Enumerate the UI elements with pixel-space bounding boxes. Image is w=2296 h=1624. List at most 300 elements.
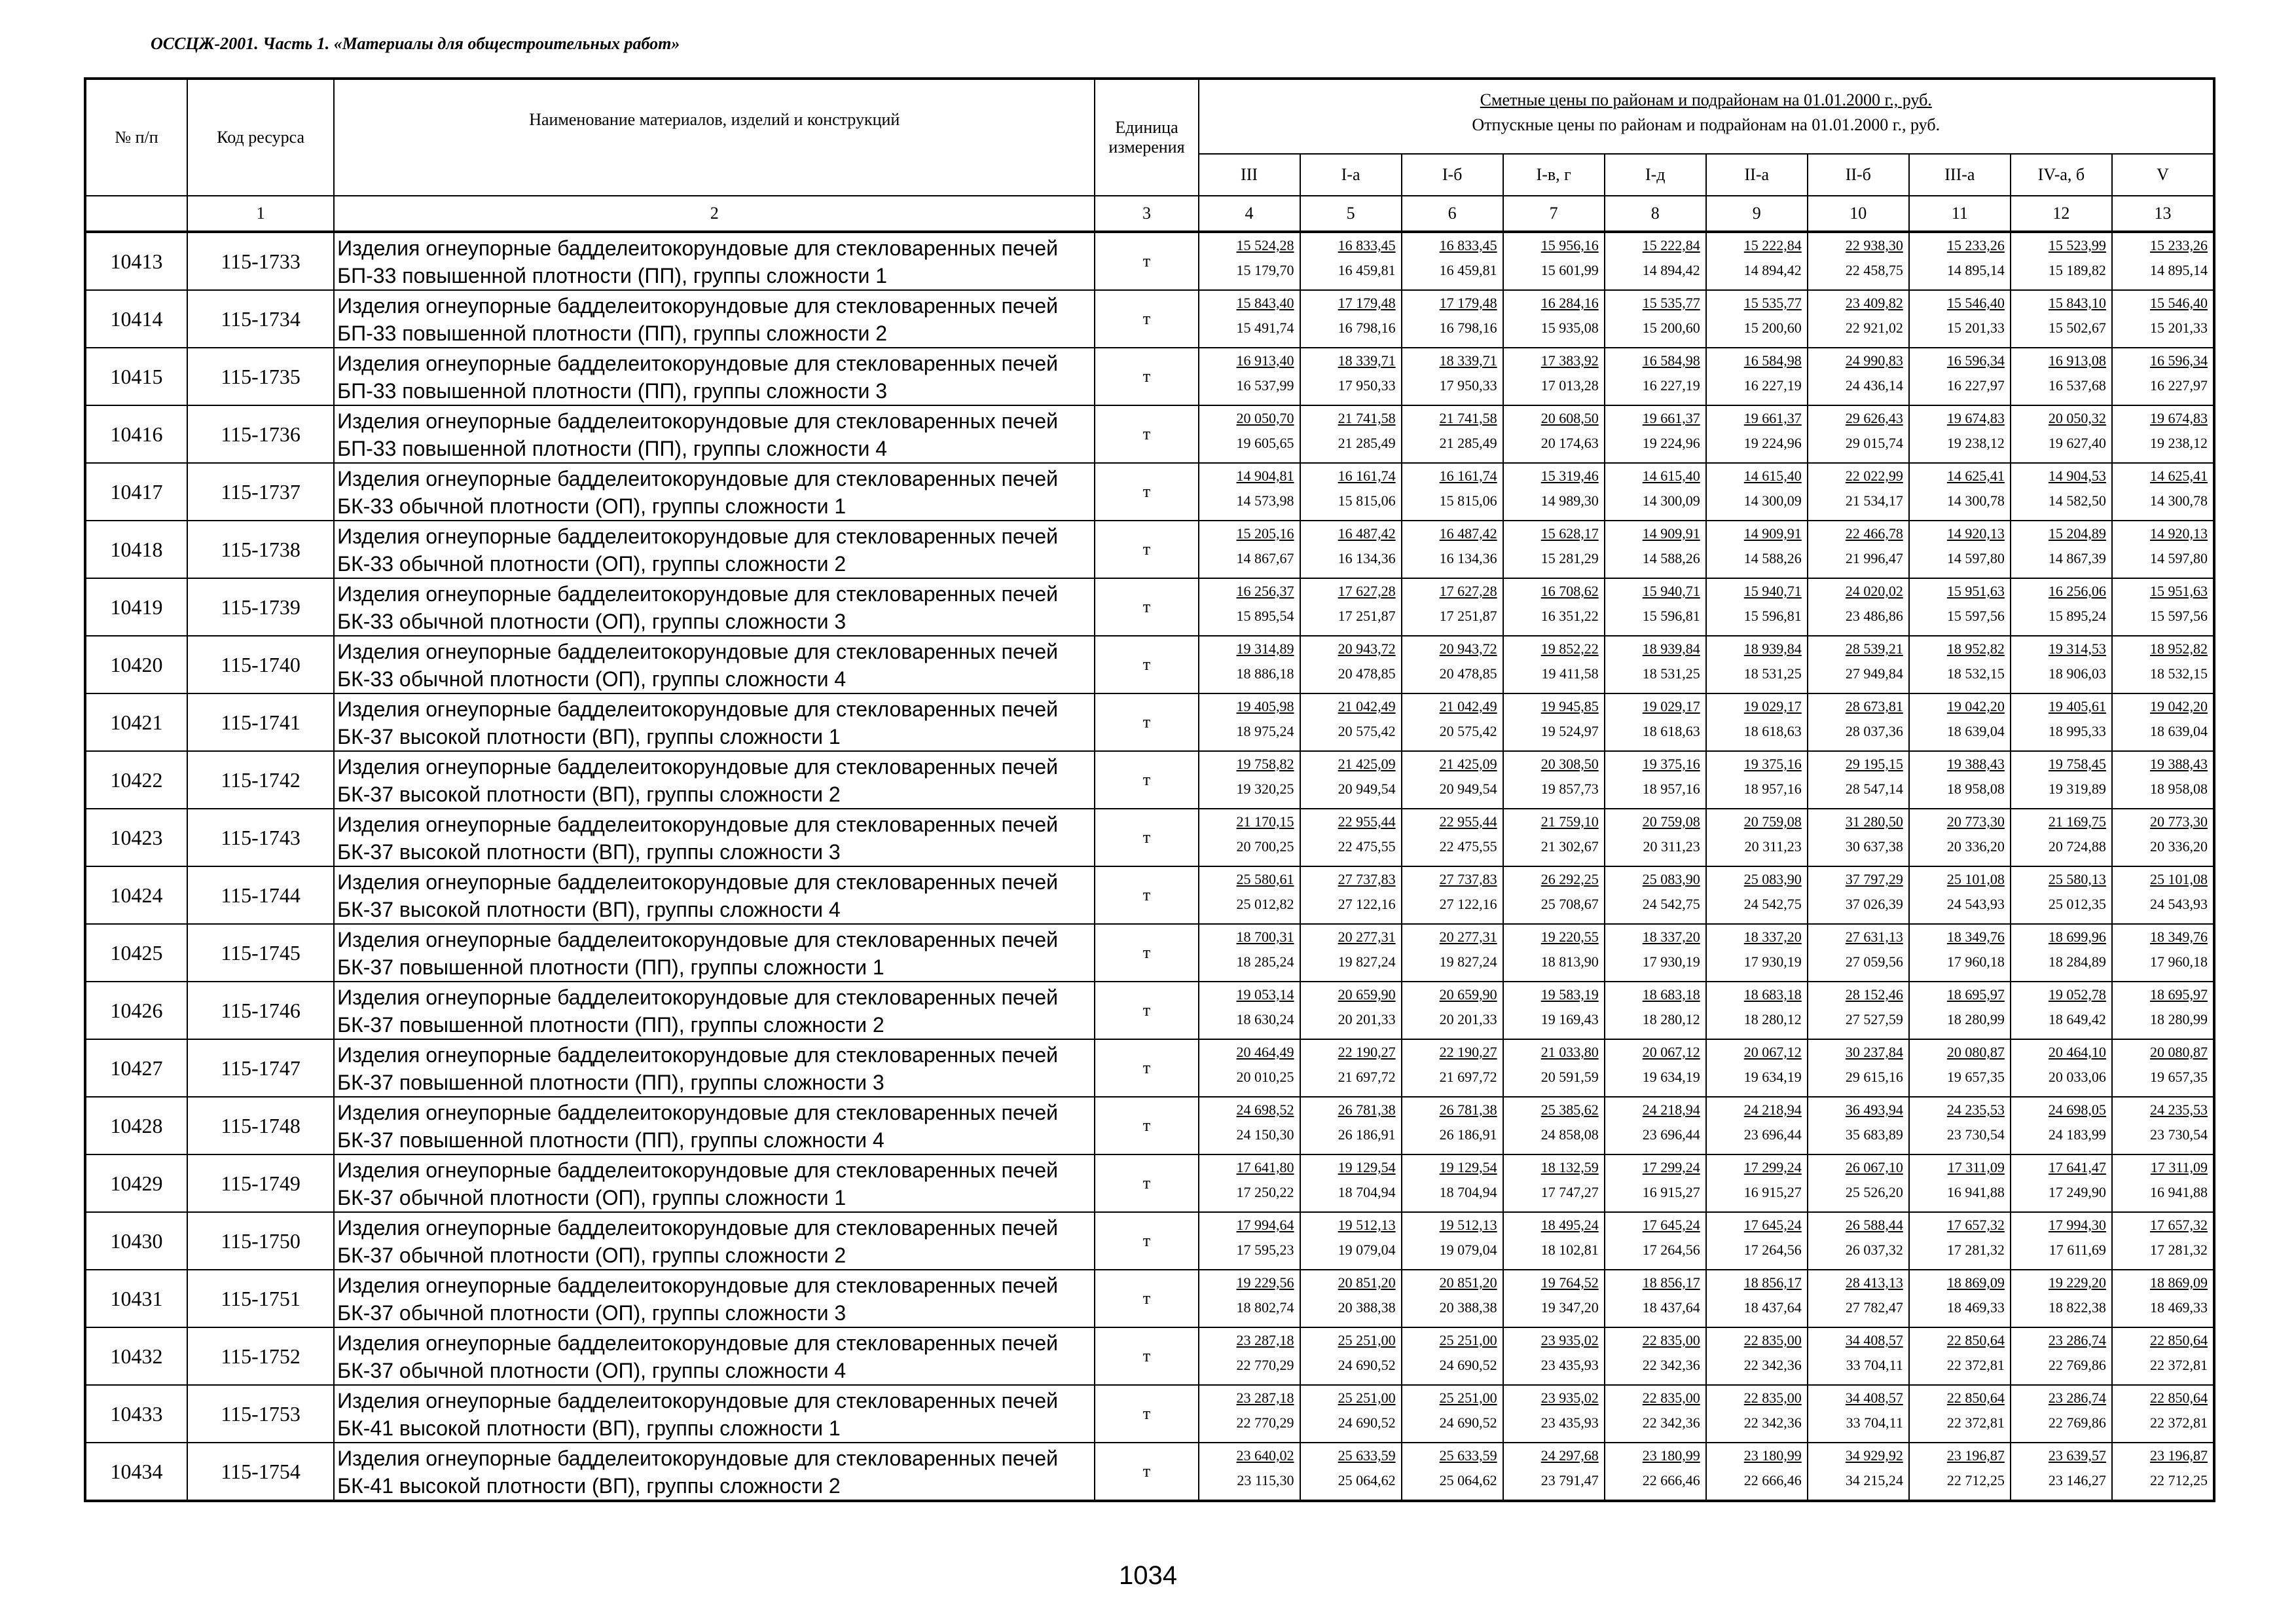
estimated-price: 23 286,74 <box>2048 1332 2106 1348</box>
release-price: 18 957,16 <box>1743 781 1802 797</box>
release-price: 24 690,52 <box>1439 1357 1497 1373</box>
price-cell <box>1706 578 1808 636</box>
price-cell <box>1605 924 1706 982</box>
estimated-price: 16 913,08 <box>2048 352 2106 369</box>
price-cell <box>1808 1443 1909 1501</box>
price-cell <box>1300 232 1402 290</box>
price-cell <box>2112 924 2214 982</box>
unit-of-measure: т <box>1095 1327 1198 1385</box>
table-row <box>85 463 2214 521</box>
price-cell <box>2011 232 2112 290</box>
estimated-price: 25 633,59 <box>1338 1447 1396 1464</box>
release-price: 18 906,03 <box>2048 665 2106 682</box>
price-cell <box>1199 1212 1300 1270</box>
material-name: Изделия огнеупорные бадделеитокорундовые для стекловаренных печей БК-37 повышенной плотности (ПП), группы сложности 3 <box>334 1039 1095 1097</box>
estimated-price: 15 951,63 <box>1946 583 2005 599</box>
price-cell <box>2011 1443 2112 1501</box>
estimated-price: 22 850,64 <box>1946 1390 2005 1406</box>
release-price: 25 012,82 <box>1236 896 1294 912</box>
price-cell <box>1402 866 1503 924</box>
release-price: 23 696,44 <box>1743 1126 1802 1143</box>
release-price: 15 597,56 <box>2150 608 2208 624</box>
release-price: 22 921,02 <box>1845 320 1903 336</box>
release-price: 33 704,11 <box>1846 1414 1903 1431</box>
row-number: 10427 <box>85 1039 187 1097</box>
price-cell <box>1503 1385 1605 1443</box>
estimated-price: 17 311,09 <box>1947 1159 2005 1175</box>
estimated-price: 20 943,72 <box>1439 640 1497 657</box>
release-price: 17 930,19 <box>1642 953 1700 970</box>
release-price: 20 174,63 <box>1540 435 1599 451</box>
estimated-price: 19 129,54 <box>1439 1159 1497 1175</box>
row-number: 10433 <box>85 1385 187 1443</box>
estimated-price: 23 180,99 <box>1743 1447 1802 1464</box>
release-price: 24 690,52 <box>1338 1357 1396 1373</box>
price-cell <box>1503 521 1605 578</box>
column-number: 6 <box>1402 196 1503 232</box>
release-price: 16 459,81 <box>1439 262 1497 278</box>
release-price: 28 037,36 <box>1845 723 1903 739</box>
price-cell <box>1503 1212 1605 1270</box>
price-cell <box>1503 232 1605 290</box>
price-cell <box>1808 1039 1909 1097</box>
price-cell <box>1605 1212 1706 1270</box>
estimated-price: 17 299,24 <box>1743 1159 1802 1175</box>
price-cell <box>1503 1154 1605 1212</box>
estimated-price: 18 869,09 <box>2150 1274 2208 1291</box>
estimated-price: 15 628,17 <box>1540 525 1599 542</box>
estimated-price: 28 673,81 <box>1845 698 1903 714</box>
table-row <box>85 232 2214 290</box>
release-price: 19 347,20 <box>1540 1299 1599 1316</box>
price-cell <box>1605 463 1706 521</box>
region-header: V <box>2112 154 2214 196</box>
estimated-price: 19 405,61 <box>2048 698 2106 714</box>
table-row <box>85 405 2214 463</box>
price-cell <box>1199 232 1300 290</box>
price-cell <box>1909 751 2011 809</box>
estimated-price: 19 053,14 <box>1236 986 1294 1003</box>
region-header: I-а <box>1300 154 1402 196</box>
table-row <box>85 348 2214 405</box>
release-price: 22 475,55 <box>1439 838 1497 855</box>
release-price: 20 478,85 <box>1439 665 1497 682</box>
price-cell <box>1300 1039 1402 1097</box>
unit-of-measure: т <box>1095 924 1198 982</box>
estimated-price: 18 856,17 <box>1642 1274 1700 1291</box>
release-price: 37 026,39 <box>1845 896 1903 912</box>
price-cell <box>1300 578 1402 636</box>
price-cell <box>1199 1154 1300 1212</box>
price-cell <box>1402 924 1503 982</box>
price-cell <box>1402 751 1503 809</box>
unit-of-measure: т <box>1095 405 1198 463</box>
row-number: 10422 <box>85 751 187 809</box>
release-price: 14 894,42 <box>1642 262 1700 278</box>
release-price: 17 950,33 <box>1338 377 1396 394</box>
price-cell <box>1909 578 2011 636</box>
price-cell <box>2011 636 2112 693</box>
price-cell <box>2011 348 2112 405</box>
release-price: 18 958,08 <box>2150 781 2208 797</box>
resource-code: 115-1735 <box>187 348 334 405</box>
release-price: 25 012,35 <box>2048 896 2106 912</box>
price-cell <box>1706 290 1808 348</box>
estimated-price: 18 683,18 <box>1642 986 1700 1003</box>
release-price: 19 634,19 <box>1642 1069 1700 1085</box>
header-release-prices: Отпускные цены по районам и подрайонам на 01.01.2000 г., руб. <box>1472 115 1941 134</box>
release-price: 22 712,25 <box>1946 1472 2005 1488</box>
resource-code: 115-1734 <box>187 290 334 348</box>
estimated-price: 26 781,38 <box>1338 1101 1396 1118</box>
release-price: 15 596,81 <box>1642 608 1700 624</box>
release-price: 14 300,09 <box>1642 492 1700 509</box>
price-cell <box>1300 521 1402 578</box>
material-name: Изделия огнеупорные бадделеитокорундовые для стекловаренных печей БК-37 обычной плотности (ОП), группы сложности 1 <box>334 1154 1095 1212</box>
price-cell <box>1300 1270 1402 1327</box>
release-price: 26 037,32 <box>1845 1242 1903 1258</box>
release-price: 16 798,16 <box>1338 320 1396 336</box>
price-cell <box>1605 578 1706 636</box>
header-code: Код ресурса <box>187 79 334 196</box>
row-number: 10424 <box>85 866 187 924</box>
price-cell <box>1402 1154 1503 1212</box>
region-header: III-а <box>1909 154 2011 196</box>
price-cell <box>2112 1154 2214 1212</box>
price-cell <box>1909 521 2011 578</box>
price-cell <box>1300 982 1402 1039</box>
release-price: 21 697,72 <box>1439 1069 1497 1085</box>
estimated-price: 25 083,90 <box>1642 871 1700 887</box>
price-cell <box>1909 1443 2011 1501</box>
price-cell <box>2112 1443 2214 1501</box>
estimated-price: 17 657,32 <box>1946 1217 2005 1233</box>
price-cell <box>1605 1270 1706 1327</box>
estimated-price: 24 218,94 <box>1743 1101 1802 1118</box>
price-cell <box>1300 348 1402 405</box>
material-name: Изделия огнеупорные бадделеитокорундовые для стекловаренных печей БК-41 высокой плотности (ВП), группы сложности 2 <box>334 1443 1095 1501</box>
price-cell <box>1402 405 1503 463</box>
price-cell <box>1808 982 1909 1039</box>
release-price: 24 542,75 <box>1743 896 1802 912</box>
price-cell <box>1909 693 2011 751</box>
price-cell <box>1199 1097 1300 1154</box>
release-price: 20 949,54 <box>1439 781 1497 797</box>
price-cell <box>1909 1097 2011 1154</box>
table-row <box>85 751 2214 809</box>
region-header: I-д <box>1605 154 1706 196</box>
price-cell <box>1706 1212 1808 1270</box>
estimated-price: 15 951,63 <box>2150 583 2208 599</box>
estimated-price: 18 700,31 <box>1236 929 1294 945</box>
release-price: 15 281,29 <box>1540 550 1599 566</box>
estimated-price: 22 190,27 <box>1439 1044 1497 1060</box>
price-cell <box>2112 1385 2214 1443</box>
estimated-price: 24 218,94 <box>1642 1101 1700 1118</box>
release-price: 16 537,99 <box>1236 377 1294 394</box>
price-cell <box>1909 809 2011 866</box>
estimated-price: 25 101,08 <box>1946 871 2005 887</box>
row-number: 10418 <box>85 521 187 578</box>
material-name: Изделия огнеупорные бадделеитокорундовые для стекловаренных печей БП-33 повышенной плотности (ПП), группы сложности 3 <box>334 348 1095 405</box>
release-price: 25 708,67 <box>1540 896 1599 912</box>
price-cell <box>1402 1443 1503 1501</box>
estimated-price: 19 220,55 <box>1540 929 1599 945</box>
row-number: 10414 <box>85 290 187 348</box>
release-price: 18 886,18 <box>1236 665 1294 682</box>
release-price: 15 200,60 <box>1743 320 1802 336</box>
release-price: 18 618,63 <box>1642 723 1700 739</box>
estimated-price: 16 833,45 <box>1439 237 1497 253</box>
estimated-price: 36 493,94 <box>1845 1101 1903 1118</box>
price-cell <box>1199 1327 1300 1385</box>
estimated-price: 16 256,06 <box>2048 583 2106 599</box>
estimated-price: 20 759,08 <box>1743 813 1802 830</box>
price-cell <box>1199 982 1300 1039</box>
price-cell <box>1199 463 1300 521</box>
release-price: 17 249,90 <box>2048 1184 2106 1200</box>
material-name: Изделия огнеупорные бадделеитокорундовые для стекловаренных печей БК-37 высокой плотности (ВП), группы сложности 2 <box>334 751 1095 809</box>
release-price: 24 183,99 <box>2048 1126 2106 1143</box>
release-price: 22 475,55 <box>1338 838 1396 855</box>
material-name: Изделия огнеупорные бадделеитокорундовые для стекловаренных печей БК-37 повышенной плотности (ПП), группы сложности 2 <box>334 982 1095 1039</box>
estimated-price: 21 759,10 <box>1540 813 1599 830</box>
price-cell <box>1503 982 1605 1039</box>
estimated-price: 24 297,68 <box>1540 1447 1599 1464</box>
release-price: 18 957,16 <box>1642 781 1700 797</box>
estimated-price: 20 080,87 <box>1946 1044 2005 1060</box>
estimated-price: 23 180,99 <box>1642 1447 1700 1464</box>
release-price: 17 264,56 <box>1642 1242 1700 1258</box>
estimated-price: 19 661,37 <box>1743 410 1802 426</box>
estimated-price: 15 843,10 <box>2048 295 2106 311</box>
resource-code: 115-1753 <box>187 1385 334 1443</box>
estimated-price: 18 349,76 <box>2150 929 2208 945</box>
price-cell <box>1605 751 1706 809</box>
row-number: 10432 <box>85 1327 187 1385</box>
price-cell <box>1199 1270 1300 1327</box>
estimated-price: 18 339,71 <box>1338 352 1396 369</box>
price-cell <box>1605 405 1706 463</box>
estimated-price: 19 388,43 <box>1946 756 2005 772</box>
release-price: 23 730,54 <box>2150 1126 2208 1143</box>
material-name: Изделия огнеупорные бадделеитокорундовые для стекловаренных печей БК-33 обычной плотности (ОП), группы сложности 1 <box>334 463 1095 521</box>
estimated-price: 20 851,20 <box>1439 1274 1497 1291</box>
release-price: 27 949,84 <box>1845 665 1903 682</box>
price-cell <box>2112 636 2214 693</box>
estimated-price: 20 050,70 <box>1236 410 1294 426</box>
estimated-price: 19 512,13 <box>1439 1217 1497 1233</box>
column-number: 4 <box>1199 196 1300 232</box>
price-cell <box>1300 636 1402 693</box>
estimated-price: 20 659,90 <box>1338 986 1396 1003</box>
estimated-price: 18 695,97 <box>2150 986 2208 1003</box>
estimated-price: 34 929,92 <box>1845 1447 1903 1464</box>
header-no: № п/п <box>85 79 187 196</box>
price-cell <box>1503 1270 1605 1327</box>
estimated-price: 17 641,80 <box>1236 1159 1294 1175</box>
price-cell <box>1199 1039 1300 1097</box>
material-name: Изделия огнеупорные бадделеитокорундовые для стекловаренных печей БП-33 повышенной плотности (ПП), группы сложности 1 <box>334 232 1095 290</box>
estimated-price: 21 425,09 <box>1338 756 1396 772</box>
estimated-price: 19 388,43 <box>2150 756 2208 772</box>
price-cell <box>1808 1097 1909 1154</box>
release-price: 18 630,24 <box>1236 1011 1294 1027</box>
price-cell <box>2112 521 2214 578</box>
release-price: 33 704,11 <box>1846 1357 1903 1373</box>
unit-of-measure: т <box>1095 693 1198 751</box>
price-cell <box>2112 751 2214 809</box>
estimated-price: 14 904,81 <box>1236 468 1294 484</box>
estimated-price: 29 195,15 <box>1845 756 1903 772</box>
estimated-price: 24 990,83 <box>1845 352 1903 369</box>
price-cell <box>2011 982 2112 1039</box>
price-cell <box>2112 578 2214 636</box>
price-cell <box>1808 290 1909 348</box>
release-price: 14 867,39 <box>2048 550 2106 566</box>
unit-of-measure: т <box>1095 232 1198 290</box>
release-price: 15 895,54 <box>1236 608 1294 624</box>
price-cell <box>1300 693 1402 751</box>
unit-of-measure: т <box>1095 521 1198 578</box>
estimated-price: 16 161,74 <box>1439 468 1497 484</box>
release-price: 22 342,36 <box>1743 1357 1802 1373</box>
estimated-price: 15 956,16 <box>1540 237 1599 253</box>
estimated-price: 23 287,18 <box>1236 1332 1294 1348</box>
price-cell <box>1605 1327 1706 1385</box>
table-row <box>85 924 2214 982</box>
resource-code: 115-1740 <box>187 636 334 693</box>
price-cell <box>1402 636 1503 693</box>
release-price: 22 372,81 <box>2150 1414 2208 1431</box>
price-cell <box>2112 405 2214 463</box>
release-price: 25 064,62 <box>1338 1472 1396 1488</box>
estimated-price: 15 940,71 <box>1743 583 1802 599</box>
release-price: 23 730,54 <box>1946 1126 2005 1143</box>
column-number: 11 <box>1909 196 2011 232</box>
price-cell <box>1909 232 2011 290</box>
release-price: 23 486,86 <box>1845 608 1903 624</box>
price-cell <box>2011 693 2112 751</box>
price-cell <box>1605 636 1706 693</box>
estimated-price: 16 913,40 <box>1236 352 1294 369</box>
price-cell <box>1706 866 1808 924</box>
estimated-price: 25 633,59 <box>1439 1447 1497 1464</box>
price-cell <box>1503 348 1605 405</box>
price-cell <box>1300 1154 1402 1212</box>
release-price: 16 941,88 <box>1946 1184 2005 1200</box>
unit-of-measure: т <box>1095 1385 1198 1443</box>
estimated-price: 19 852,22 <box>1540 640 1599 657</box>
estimated-price: 18 939,84 <box>1743 640 1802 657</box>
estimated-price: 18 683,18 <box>1743 986 1802 1003</box>
release-price: 20 033,06 <box>2048 1069 2106 1085</box>
release-price: 20 336,20 <box>2150 838 2208 855</box>
release-price: 18 102,81 <box>1540 1242 1599 1258</box>
estimated-price: 14 625,41 <box>1946 468 2005 484</box>
column-number: 2 <box>334 196 1095 232</box>
release-price: 14 597,80 <box>1946 550 2005 566</box>
release-price: 27 782,47 <box>1845 1299 1903 1316</box>
estimated-price: 18 132,59 <box>1540 1159 1599 1175</box>
price-cell <box>1402 1039 1503 1097</box>
release-price: 18 639,04 <box>1946 723 2005 739</box>
release-price: 18 437,64 <box>1642 1299 1700 1316</box>
release-price: 28 547,14 <box>1845 781 1903 797</box>
release-price: 20 201,33 <box>1439 1011 1497 1027</box>
estimated-price: 26 588,44 <box>1845 1217 1903 1233</box>
release-price: 21 285,49 <box>1439 435 1497 451</box>
estimated-price: 15 233,26 <box>2150 237 2208 253</box>
price-cell <box>1605 1097 1706 1154</box>
release-price: 18 995,33 <box>2048 723 2106 739</box>
price-cell <box>1199 521 1300 578</box>
release-price: 17 930,19 <box>1743 953 1802 970</box>
release-price: 22 769,86 <box>2048 1357 2106 1373</box>
table-row <box>85 1154 2214 1212</box>
release-price: 16 798,16 <box>1439 320 1497 336</box>
price-cell <box>1199 1443 1300 1501</box>
table-row <box>85 1385 2214 1443</box>
price-cell <box>1402 1097 1503 1154</box>
resource-code: 115-1744 <box>187 866 334 924</box>
price-cell <box>1300 866 1402 924</box>
release-price: 24 542,75 <box>1642 896 1700 912</box>
price-cell <box>1909 1327 2011 1385</box>
release-price: 15 601,99 <box>1540 262 1599 278</box>
estimated-price: 24 235,53 <box>2150 1101 2208 1118</box>
release-price: 17 747,27 <box>1540 1184 1599 1200</box>
release-price: 18 958,08 <box>1946 781 2005 797</box>
estimated-price: 14 904,53 <box>2048 468 2106 484</box>
estimated-price: 23 935,02 <box>1540 1332 1599 1348</box>
estimated-price: 22 938,30 <box>1845 237 1903 253</box>
price-cell <box>1300 924 1402 982</box>
estimated-price: 20 067,12 <box>1642 1044 1700 1060</box>
estimated-price: 21 033,80 <box>1540 1044 1599 1060</box>
release-price: 18 469,33 <box>1946 1299 2005 1316</box>
region-header: IV-а, б <box>2011 154 2112 196</box>
release-price: 22 342,36 <box>1642 1414 1700 1431</box>
price-cell <box>2112 866 2214 924</box>
estimated-price: 14 920,13 <box>1946 525 2005 542</box>
price-cell <box>2112 1097 2214 1154</box>
estimated-price: 20 773,30 <box>1946 813 2005 830</box>
resource-code: 115-1745 <box>187 924 334 982</box>
estimated-price: 18 952,82 <box>1946 640 2005 657</box>
unit-of-measure: т <box>1095 982 1198 1039</box>
release-price: 15 815,06 <box>1439 492 1497 509</box>
estimated-price: 27 737,83 <box>1439 871 1497 887</box>
estimated-price: 34 408,57 <box>1845 1332 1903 1348</box>
price-cell <box>1199 809 1300 866</box>
release-price: 24 543,93 <box>1946 896 2005 912</box>
estimated-price: 15 940,71 <box>1642 583 1700 599</box>
estimated-price: 19 052,78 <box>2048 986 2106 1003</box>
release-price: 18 280,99 <box>2150 1011 2208 1027</box>
estimated-price: 22 466,78 <box>1845 525 1903 542</box>
release-price: 22 770,29 <box>1236 1414 1294 1431</box>
table-row <box>85 1097 2214 1154</box>
estimated-price: 25 101,08 <box>2150 871 2208 887</box>
price-cell <box>1909 463 2011 521</box>
table-row <box>85 290 2214 348</box>
release-price: 29 015,74 <box>1845 435 1903 451</box>
release-price: 19 238,12 <box>1946 435 2005 451</box>
release-price: 35 683,89 <box>1845 1126 1903 1143</box>
release-price: 29 615,16 <box>1845 1069 1903 1085</box>
price-cell <box>1909 348 2011 405</box>
